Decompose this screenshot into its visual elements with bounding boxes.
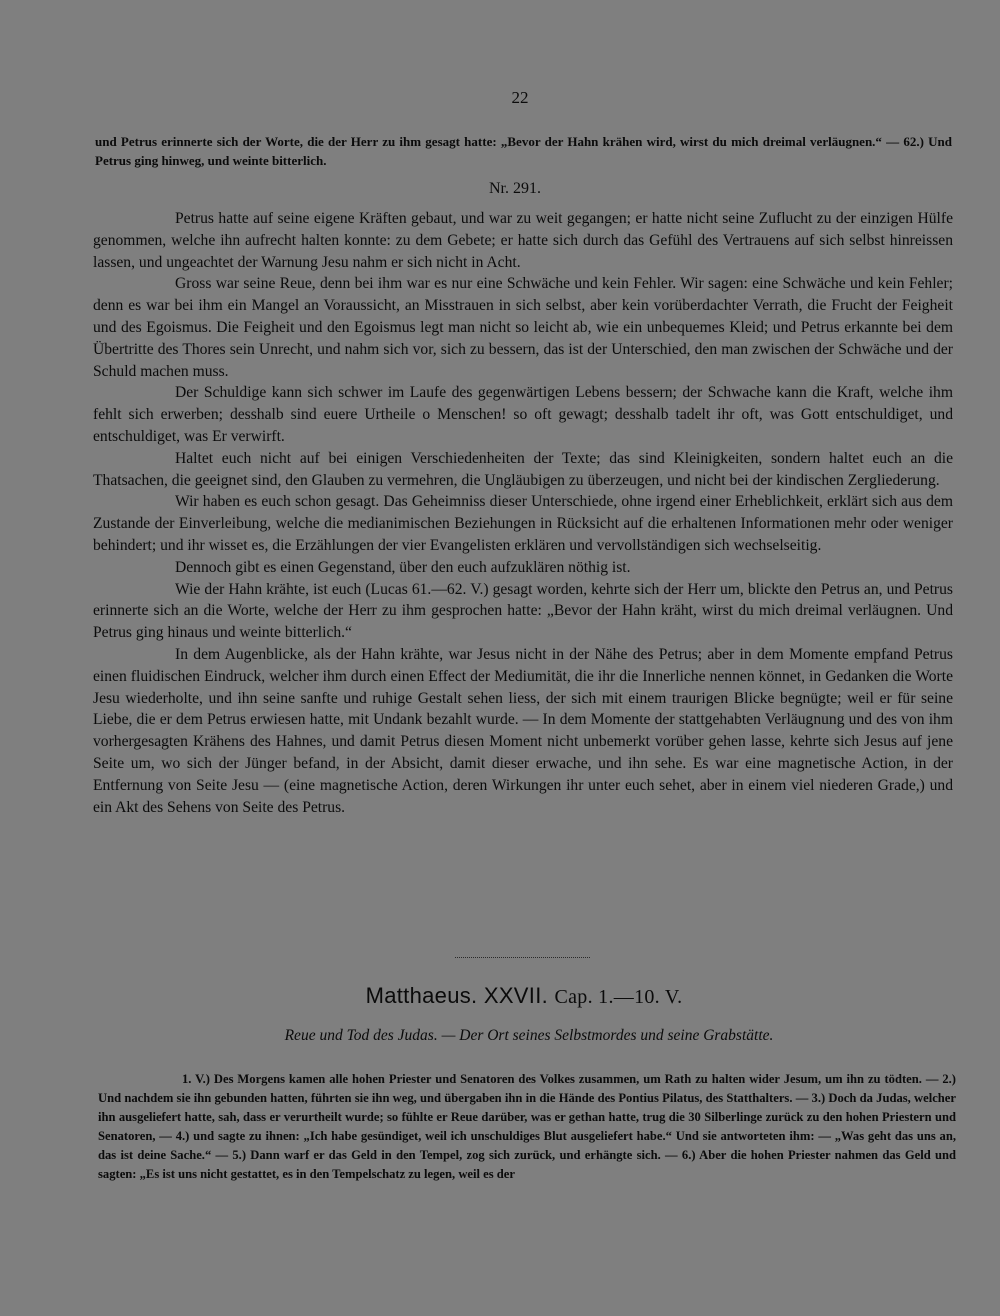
paragraph: Haltet euch nicht auf bei einigen Verschiedenheiten der Texte; das sind Kleinigkeiten, sondern haltet euch an die Thatsachen, die geeignet sind, den Glauben zu vermehren, die Ungläubigen zu überzeugen, und nicht bei der kindischen Zergliederung. (93, 449, 953, 489)
paragraph: Wie der Hahn krähte, ist euch (Lucas 61.—62. V.) gesagt worden, kehrte sich der Herr um, blickte den Petrus an, und Petrus erinnerte sich an die Worte, welche der Herr zu ihm gesprochen hatte: „Bevor der Hahn kräht, wirst du mich dreimal verläugnen. Und Petrus ging hinaus und weinte bitterlich.“ (93, 580, 953, 642)
verse-text: 1. V.) Des Morgens kamen alle hohen Priester und Senatoren des Volkes zusammen, um Rath zu halten wider Jesum, um ihn zu tödten. — 2.) Und nachdem sie ihn gebunden hatten, führten sie ihn weg, und übergaben ihn in die Hände des Pontius Pilatus, des Statthalters. — 3.) Doch da Judas, welcher ihn ausgeliefert hatte, sah, dass er verurtheilt wurde; so fühlte er Reue darüber, was er gethan hatte, trug die 30 Silberlinge zurück zu den hohen Priestern und Senatoren, — 4.) und sagte zu ihnen: „Ich habe gesündiget, weil ich unschuldiges Blut ausgeliefert habe.“ Und sie antworteten ihm: — „Was geht das uns an, das ist deine Sache.“ — 5.) Dann warf er das Geld in den Tempel, zog sich zurück, und erhängte sich. — 6.) Aber die hohen Priester nahmen das Geld und sagten: „Es ist uns nicht gestattet, es in den Tempelschatz zu legen, weil es der (98, 1072, 956, 1181)
chapter-title (0, 983, 1000, 1009)
paragraph: Dennoch gibt es einen Gegenstand, über den euch aufzuklären nöthig ist. (175, 558, 631, 576)
chapter-title-name: Matthaeus. XXVII. (365, 983, 549, 1008)
chapter-subtitle: Reue und Tod des Judas. — Der Ort seines Selbstmordes und seine Grabstätte. (284, 1027, 774, 1044)
body-text (93, 208, 953, 818)
intro-text: und Petrus erinnerte sich der Worte, die der Herr zu ihm gesagt hatte: „Bevor der Hahn krähen wird, wirst du mich dreimal verläugnen.“ — 62.) Und Petrus ging hinweg, und weinte bitterlich. (95, 134, 952, 168)
section-number: Nr. 291. (489, 180, 541, 197)
paragraph: Petrus hatte auf seine eigene Kräften gebaut, und war zu weit gegangen; er hatte nicht seine Zuflucht zu der einzigen Hülfe genommen, welche ihn aufrecht halten konnte: zu dem Gebete; er hatte sich durch das Gefühl des Vertrauens auf sich selbst hinreissen lassen, und ungeachtet der Warnung Jesu nahm er sich nicht in Acht. (93, 210, 953, 271)
page-number: 22 (511, 88, 529, 107)
paragraph: Gross war seine Reue, denn bei ihm war es nur eine Schwäche und kein Fehler. Wir sagen: eine Schwäche und kein Fehler; denn es war bei ihm ein Mangel an Voraussicht, an Misstrauen in sich selbst, aber kein vorüberdachter Verrath, die Frucht der Feigheit und des Egoismus. Die Feigheit und den Egoismus legt man nicht so leicht ab, wie ein unbequemes Kleid; und Petrus erkannte bei dem Übertritte des Thores sein Unrecht, und nahm sich vor, sich zu bessern, das ist der Unterschied, den man zwischen der Schwäche und der Schuld machen muss. (93, 275, 953, 380)
section-divider (455, 957, 590, 958)
chapter-title-verses: Cap. 1.—10. V. (554, 986, 683, 1008)
paragraph: In dem Augenblicke, als der Hahn krähte, war Jesus nicht in der Nähe des Petrus; aber in dem Momente empfand Petrus einen fluidischen Eindruck, welcher ihm durch einen Effect der Mediumität, die ihr die Innerliche nennen könnet, in Gedanken die Worte Jesu wiederholte, und ihn seine sanfte und ruhige Gestalt sehen liess, der sich mit einem traurigen Blicke begnügte; weil er für seine Liebe, die er dem Petrus erwiesen hatte, mit Undank bezahlt wurde. — In dem Momente der stattgehabten Verläugnung und des von ihm vorhergesagten Krähens des Hahnes, und damit Petrus diesen Moment nicht unbemerkt vorüber gehen lasse, kehrte sich Jesus auf jene Seite um, wo sich der Jünger befand, in der Absicht, damit dieser erwache, und ihn sehe. Es war eine magnetische Action, in der Entfernung von Seite Jesu — (eine magnetische Action, deren Wirkungen ihr unter euch sehet, aber in einem viel niederen Grade,) und ein Akt des Sehens von Seite des Petrus. (93, 645, 953, 816)
paragraph: Der Schuldige kann sich schwer im Laufe des gegenwärtigen Lebens bessern; der Schwache kann die Kraft, welche ihm fehlt sich erwerben; desshalb sind euere Urtheile o Menschen! so oft gewagt; desshalb tadelt ihr oft, was Gott entschuldiget, und entschuldiget, was Er verwirft. (93, 384, 953, 445)
paragraph: Wir haben es euch schon gesagt. Das Geheimniss dieser Unterschiede, ohne irgend einer Erheblichkeit, erklärt sich aus dem Zustande der Einverleibung, welche die medianimischen Beziehungen in Rücksicht auf die erhaltenen Informationen mehr oder weniger behindert; und ihr wisset es, die Erzählungen der vier Evangelisten erklären und vervollständigen sich wechselseitig. (93, 493, 953, 554)
